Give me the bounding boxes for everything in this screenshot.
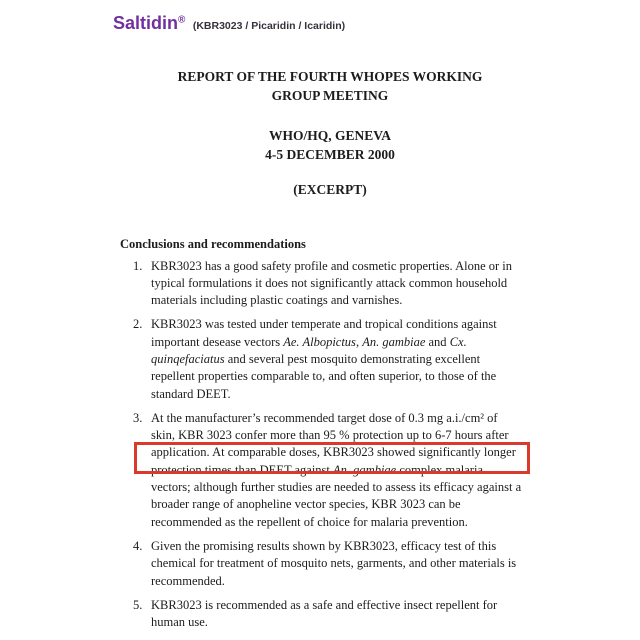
item-number: 5. bbox=[133, 597, 143, 612]
item-number: 2. bbox=[133, 317, 143, 332]
item-text bbox=[151, 597, 540, 632]
text-line: chemical for treatment of mosquito nets, garments, and other materials is bbox=[151, 556, 517, 571]
item-text bbox=[151, 410, 540, 531]
section-heading: Conclusions and recommendations bbox=[120, 236, 306, 251]
list-item-2 bbox=[120, 316, 540, 402]
item-text bbox=[151, 538, 540, 590]
list-item-5 bbox=[120, 597, 540, 632]
list-item-1 bbox=[120, 258, 540, 310]
venue-line: WHO/HQ, GENEVA bbox=[268, 128, 392, 143]
text-line: recommended as the repellent of choice for malaria prevention. bbox=[151, 514, 468, 529]
list-item-4 bbox=[120, 538, 540, 590]
registered-trademark-symbol: ® bbox=[178, 14, 186, 26]
text-line: quinqefaciatus and several pest mosquito demonstrating excellent bbox=[151, 351, 481, 366]
conclusions-list bbox=[120, 258, 540, 632]
report-title-line2: GROUP MEETING bbox=[271, 87, 389, 103]
item-text bbox=[151, 316, 540, 402]
text-line: broader range of anopheline vector species, KBR 3023 can be bbox=[151, 497, 461, 512]
brand-subtitle: (KBR3023 / Picaridin / Icaridin) bbox=[192, 20, 346, 32]
report-title bbox=[120, 68, 540, 105]
item-number: 4. bbox=[133, 538, 143, 553]
list-item-3 bbox=[120, 410, 540, 531]
text-line: protection times than DEET against An. gambiae complex malaria bbox=[151, 462, 483, 477]
text-line: repellent properties comparable to, and often superior, to those of the bbox=[151, 369, 497, 384]
meeting-venue-block bbox=[120, 127, 540, 164]
date-line: 4-5 DECEMBER 2000 bbox=[265, 146, 395, 162]
text-line: materials including plastic coatings and varnishes. bbox=[151, 293, 403, 308]
text-line: KBR3023 is recommended as a safe and effective insect repellent for bbox=[151, 597, 498, 612]
text-line: standard DEET. bbox=[151, 386, 231, 401]
text-line: KBR3023 has a good safety profile and cosmetic properties. Alone or in bbox=[151, 258, 513, 273]
report-title-line1: REPORT OF THE FOURTH WHOPES WORKING bbox=[177, 69, 483, 84]
text-line: recommended. bbox=[151, 573, 225, 588]
item-text bbox=[151, 258, 540, 310]
item-number: 1. bbox=[133, 258, 143, 273]
item-number: 3. bbox=[133, 410, 143, 425]
text-line: human use. bbox=[151, 615, 208, 630]
text-line: At the manufacturer’s recommended target dose of 0.3 mg a.i./cm² of bbox=[151, 410, 498, 425]
brand-name: Saltidin bbox=[113, 13, 179, 33]
text-line: skin, KBR 3023 confer more than 95 % protection up to 6-7 hours after bbox=[151, 428, 509, 443]
text-line: important desease vectors Ae. Albopictus, An. gambiae and Cx. bbox=[151, 334, 467, 349]
document-body bbox=[120, 0, 540, 638]
excerpt-label: (EXCERPT) bbox=[293, 182, 367, 197]
text-line: KBR3023 was tested under temperate and tropical conditions against bbox=[151, 317, 497, 332]
text-line: Given the promising results shown by KBR3023, efficacy test of this bbox=[151, 538, 497, 553]
text-line: application. At comparable doses, KBR3023 showed significantly longer bbox=[151, 445, 516, 460]
text-line: typical formulations it does not significantly attack common household bbox=[151, 275, 508, 290]
text-line: vectors; although further studies are needed to assess its efficacy against a bbox=[151, 480, 522, 495]
